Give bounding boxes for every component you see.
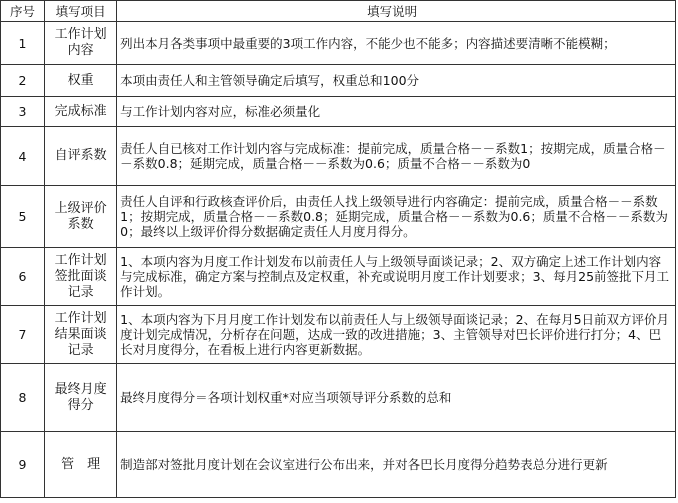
row-item: 管 理 [45,432,117,498]
row-description: 1、本项内容为月度工作计划发布以前责任人与上级领导面谈记录；2、双方确定上述工作计划内容与完成标准，确定方案与控制点及定权重，补充或说明月度工作计划要求；3、每月25前签批下月工作计划。 [117,248,676,306]
row-index: 9 [1,432,45,498]
row-item: 最终月度得分 [45,364,117,432]
table-row [1,248,676,306]
table-row [1,432,676,498]
row-description: 最终月度得分＝各项计划权重*对应当项领导评分系数的总和 [117,364,676,432]
row-description: 列出本月各类事项中最重要的3项工作内容，不能少也不能多；内容描述要清晰不能模糊； [117,22,676,65]
row-description: 1、本项内容为下月月度工作计划发布以前责任人与上级领导面谈记录；2、在每月5日前双方评价月度计划完成情况，分析存在问题，达成一致的改进措施；3、主管领导对巴长评价进行打分；4、巴长对月度得分，在看板上进行内容更新数据。 [117,306,676,364]
row-index: 4 [1,127,45,186]
row-description: 本项由责任人和主管领导确定后填写，权重总和100分 [117,65,676,97]
row-description: 责任人自评和行政核查评价后，由责任人找上级领导进行内容确定：提前完成，质量合格－－系数1；按期完成，质量合格－－系数0.8；延期完成，质量合格－－系数为0.6；质量不合格－－系数为0；最终以上级评价得分数据确定责任人月度月得分。 [117,186,676,248]
table-row [1,306,676,364]
row-description: 责任人自已核对工作计划内容与完成标准：提前完成，质量合格－－系数1；按期完成，质量合格－－系数0.8；延期完成，质量合格－－系数为0.6；质量不合格－－系数为0 [117,127,676,186]
row-item: 权重 [45,65,117,97]
table-row [1,65,676,97]
row-description: 与工作计划内容对应，标准必须量化 [117,97,676,127]
row-item: 工作计划结果面谈记录 [45,306,117,364]
row-item: 工作计划内容 [45,22,117,65]
table-row [1,127,676,186]
row-index: 2 [1,65,45,97]
row-index: 6 [1,248,45,306]
row-index: 3 [1,97,45,127]
row-index: 5 [1,186,45,248]
row-index: 8 [1,364,45,432]
header-description: 填写说明 [117,1,676,22]
table-row [1,186,676,248]
row-index: 1 [1,22,45,65]
table-row [1,364,676,432]
header-index: 序号 [1,1,45,22]
row-item: 自评系数 [45,127,117,186]
table-row [1,97,676,127]
header-item: 填写项目 [45,1,117,22]
row-item: 上级评价系数 [45,186,117,248]
row-description: 制造部对签批月度计划在会议室进行公布出来，并对各巴长月度得分趋势表总分进行更新 [117,432,676,498]
row-index: 7 [1,306,45,364]
row-item: 工作计划签批面谈记录 [45,248,117,306]
row-item: 完成标准 [45,97,117,127]
table-header-row [1,1,676,22]
table-row [1,22,676,65]
